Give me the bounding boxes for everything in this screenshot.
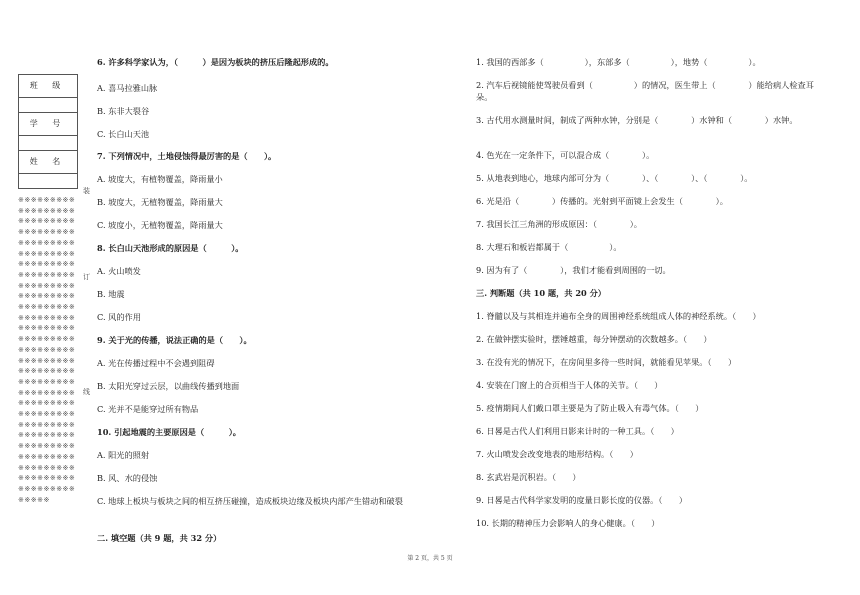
judge-question-4: 4. 安装在门窗上的合页相当于人体的关节。（ ） [476,380,663,390]
question-9: 9. 关于光的传播，说法正确的是（ ）。 [97,335,252,345]
fill-question-5: 5. 从地表到地心，地球内部可分为（ ）、（ ）、（ ）。 [476,173,753,183]
section-3-heading: 三. 判断题（共 10 题，共 20 分） [476,288,606,298]
seal-mark-3: 线 [83,388,90,396]
judge-question-2: 2. 在做钟摆实验时，摆锤越重，每分钟摆动的次数越多。（ ） [476,334,712,344]
student-info-box [18,74,78,189]
option[interactable]: B. 坡度大，无植物覆盖，降雨量大 [97,197,223,207]
option[interactable]: A. 阳光的照射 [97,450,150,460]
option[interactable]: B. 东非大裂谷 [97,106,150,116]
option[interactable]: C. 坡度小，无植物覆盖，降雨量大 [97,220,223,230]
fill-question-4: 4. 色光在一定条件下，可以混合成（ ）。 [476,150,655,160]
judge-question-5: 5. 疫情期间人们戴口罩主要是为了防止吸入有毒气体。（ ） [476,403,704,413]
fill-question-6: 6. 光是沿（ ）传播的。光射到平面镜上会发生（ ）。 [476,196,728,206]
option[interactable]: A. 光在传播过程中不会遇到阻碍 [97,358,215,368]
class-label: 班 级 [19,75,77,98]
judge-question-1: 1. 脊髓以及与其相连并遍布全身的周围神经系统组成人体的神经系统。（ ） [476,311,761,321]
option[interactable]: C. 光并不是能穿过所有物品 [97,404,199,414]
judge-question-10: 10. 长期的精神压力会影响人的身心健康。（ ） [476,518,660,528]
question-8: 8. 长白山天池形成的原因是（ ）。 [97,243,244,253]
class-field[interactable] [19,98,77,113]
name-label: 姓 名 [19,151,77,174]
option[interactable]: A. 坡度大，有植物覆盖，降雨量小 [97,174,223,184]
student-id-field[interactable] [19,136,77,151]
fill-question-3: 3. 古代用水测量时间，制成了两种水钟，分别是（ ）水钟和（ ）水钟。 [476,115,798,125]
question-7: 7. 下列情况中，土地侵蚀得最厉害的是（ ）。 [97,151,277,161]
judge-question-9: 9. 日晷是古代科学家发明的度量日影长度的仪器。（ ） [476,495,688,505]
section-2-heading: 二. 填空题（共 9 题，共 32 分） [97,533,222,543]
judge-question-7: 7. 火山喷发会改变地表的地形结构。（ ） [476,449,638,459]
question-6: 6. 许多科学家认为，（ ）是因为板块的挤压后隆起形成的。 [97,57,334,67]
seal-mark-2: 订 [83,273,90,281]
fill-question-7: 7. 我国长江三角洲的形成原因：（ ）。 [476,219,642,229]
option[interactable]: C. 地球上板块与板块之间的相互挤压碰撞，造成板块边缘及板块内部产生错动和破裂 [97,496,403,506]
option[interactable]: B. 风、水的侵蚀 [97,473,158,483]
question-10: 10. 引起地震的主要原因是（ ）。 [97,427,241,437]
option[interactable]: A. 喜马拉雅山脉 [97,83,158,93]
option[interactable]: B. 太阳光穿过云层，以曲线传播到地面 [97,381,240,391]
fill-question-9: 9. 因为有了（ ），我们才能看到周围的一切。 [476,265,671,275]
option[interactable]: C. 风的作用 [97,312,141,322]
student-id-label: 学 号 [19,113,77,136]
option[interactable]: B. 地震 [97,289,125,299]
name-field[interactable] [19,174,77,188]
option[interactable]: A. 火山喷发 [97,266,141,276]
hatch-pattern: ※※※※※※※※※※※※※※※※※※※※※※※※※※※※※※※※※※※※※※※※※※※※※※※※※※※※※※※※※※※※※※※※※※※※※※※※※※※※※※※※※※※※※※※※※※※※※※※※※※※※※※※※※※※※※※※※※※※※※※※※※※※※※※※※※※※※※※※※※※※※※※※※※※※※※※※※※※※※※※※※※※※※※※※※※※※※※※※※※※※※※※※※※※※※※※※※※※※※※※※※※※※※※※※※※※※※※※※※※※※※※※※※※※※※※※※※※※※※※※※※※※※※※※※※※※※※※※※※※ [18,196,76,504]
fill-question-8: 8. 大理石和板岩都属于（ ）。 [476,242,622,252]
page-footer: 第 2 页，共 5 页 [407,555,453,562]
fill-question-1: 1. 我国的西部多（ ），东部多（ ），地势（ ）。 [476,57,761,67]
judge-question-6: 6. 日晷是古代人们利用日影来计时的一种工具。（ ） [476,426,679,436]
fill-question-2: 2. 汽车后视镜能使驾驶员看到（ ）的情况，医生带上（ ）能给病人检查耳朵。 [476,80,814,102]
judge-question-8: 8. 玄武岩是沉积岩。（ ） [476,472,581,482]
judge-question-3: 3. 在没有光的情况下，在房间里多待一些时间，就能看见苹果。（ ） [476,357,737,367]
option[interactable]: C. 长白山天池 [97,129,150,139]
seal-mark-1: 装 [83,187,90,195]
